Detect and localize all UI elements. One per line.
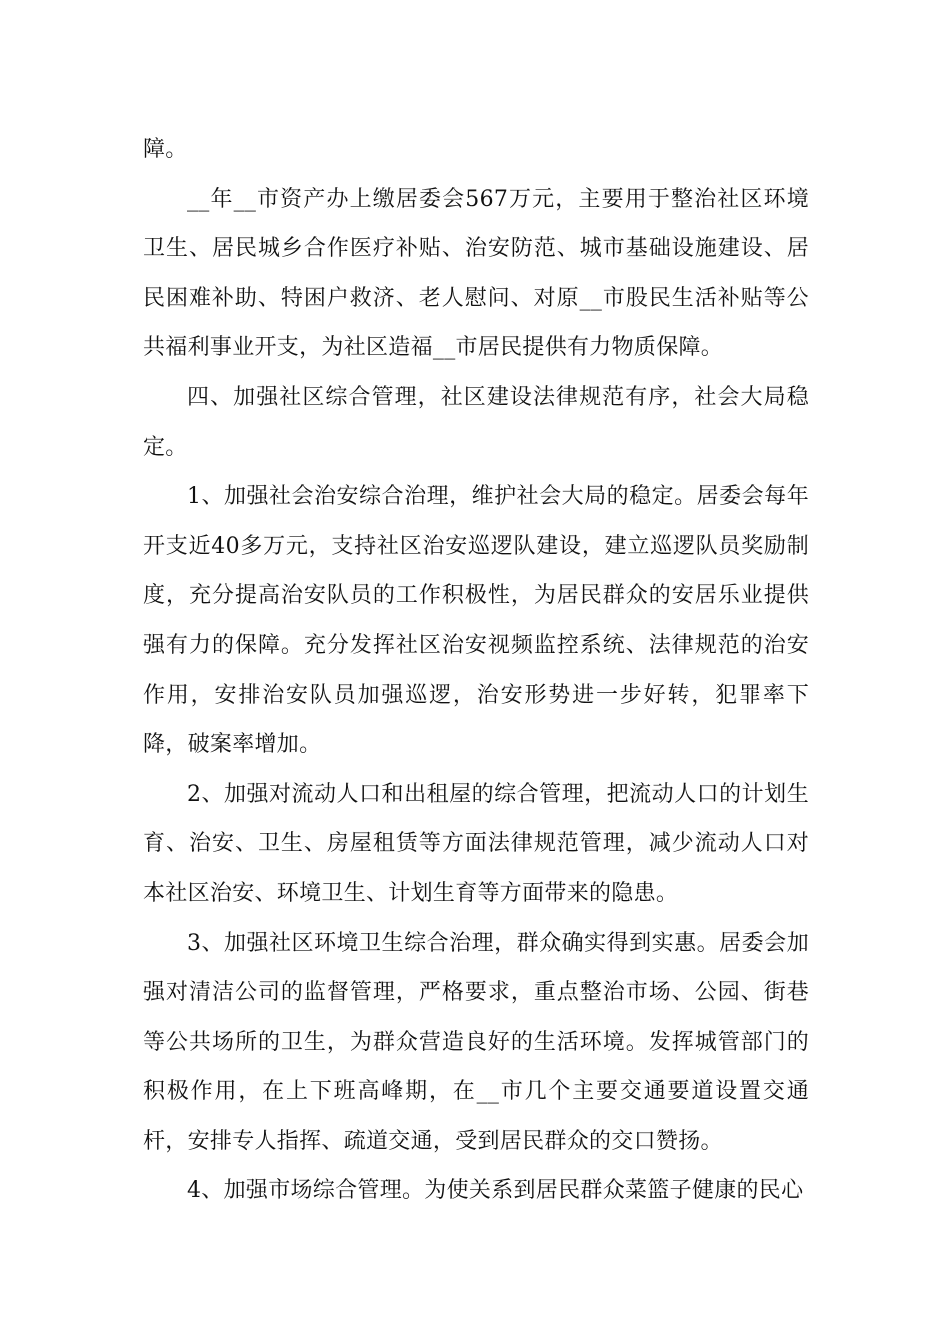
paragraph-item-4: 4、加强市场综合管理。为使关系到居民群众菜篮子健康的民心: [187, 1178, 804, 1204]
paragraph-item-1: 1、加强社会治安综合治理，维护社会大局的稳定。居委会每年开支近40多万元，支持社区治安巡逻队建设，建立巡逻队员奖励制度，充分提高治安队员的工作积极性，为居民群众的安居乐业提供强有力的保障。充分发挥社区治安视频监控系统、法律规范的治安作用，安排治安队员加强巡逻，治安形势进一步好转，犯罪率下降，破案率增加。: [143, 484, 809, 758]
paragraph-continuation: 障。: [143, 137, 188, 162]
document-page: [143, 125, 809, 1216]
paragraph-item-3: 3、加强社区环境卫生综合治理，群众确实得到实惠。居委会加强对清洁公司的监督管理，严格要求，重点整治市场、公园、街巷等公共场所的卫生，为群众营造良好的生活环境。发挥城管部门的积极作用，在上下班高峰期，在__市几个主要交通要道设置交通杆，安排专人指挥、疏道交通，受到居民群众的交口赞扬。: [143, 930, 809, 1154]
paragraph-item-2: 2、加强对流动人口和出租屋的综合管理，把流动人口的计划生育、治安、卫生、房屋租赁等方面法律规范管理，减少流动人口对本社区治安、环境卫生、计划生育等方面带来的隐患。: [143, 781, 809, 906]
section-heading-four: 四、加强社区综合管理，社区建设法律规范有序，社会大局稳定。: [143, 384, 809, 460]
paragraph-funding: __年__市资产办上缴居委会567万元，主要用于整治社区环境卫生、居民城乡合作医疗补贴、治安防范、城市基础设施建设、居民困难补助、特困户救济、老人慰问、对原__市股民生活补贴等公共福利事业开支，为社区造福__市居民提供有力物质保障。: [143, 186, 809, 361]
